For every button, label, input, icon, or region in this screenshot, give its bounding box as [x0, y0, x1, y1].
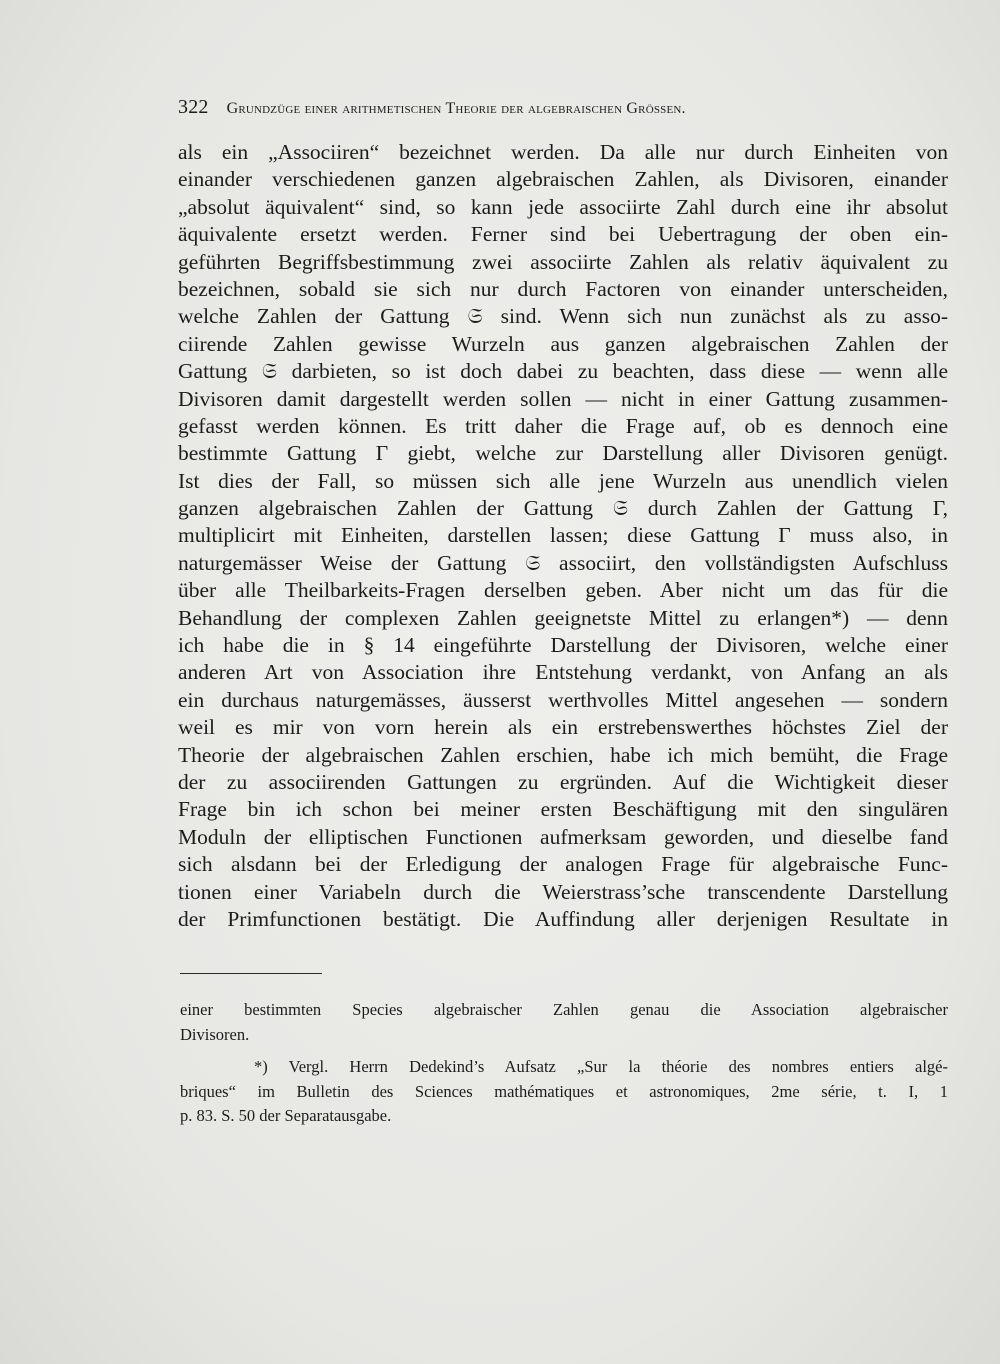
- footnote-rule: [180, 973, 322, 974]
- text-line: Frage bin ich schon bei meiner ersten Beschäftigung mit den singulären: [178, 797, 948, 822]
- text-line: äquivalente ersetzt werden. Ferner sind bei Uebertragung der oben ein-: [178, 222, 948, 247]
- footnote-line: p. 83. S. 50 der Separatausgabe.: [180, 1106, 392, 1125]
- footnote-line: einer bestimmten Species algebraischer Zahlen genau die Association algebraischer: [180, 1000, 948, 1019]
- text-line: einander verschiedenen ganzen algebraischen Zahlen, als Divisoren, einander: [178, 167, 948, 192]
- footnote-line: Divisoren.: [180, 1024, 250, 1044]
- text-line: tionen einer Variabeln durch die Weierstrass’sche transcendente Darstellung: [178, 879, 948, 904]
- text-line: Theorie der algebraischen Zahlen erschien, habe ich mich bemüht, die Frage: [178, 742, 948, 767]
- text-line: anderen Art von Association ihre Entstehung verdankt, von Anfang an als: [178, 660, 948, 685]
- footnote-line: *) Vergl. Herrn Dedekind’s Aufsatz „Sur la théorie des nombres entiers algé-: [254, 1057, 948, 1076]
- text-line: ein durchaus naturgemässes, äusserst werthvolles Mittel angesehen — sondern: [178, 687, 948, 712]
- text-line: Moduln der elliptischen Functionen aufmerksam geworden, und dieselbe fand: [178, 824, 948, 849]
- text-line: welche Zahlen der Gattung 𝔖 sind. Wenn sich nun zunächst als zu asso-: [178, 304, 948, 329]
- body-text: [178, 139, 948, 933]
- text-line: „absolut äquivalent“ sind, so kann jede associirte Zahl durch eine ihr absolut: [178, 194, 948, 219]
- footnote-line: briques“ im Bulletin des Sciences mathématiques et astronomiques, 2me série, t. I, 1: [180, 1081, 948, 1101]
- footnotes: [180, 998, 948, 1129]
- text-line: multiplicirt mit Einheiten, darstellen lassen; diese Gattung Γ muss also, in: [178, 523, 948, 548]
- text-line: der Primfunctionen bestätigt. Die Auffindung aller derjenigen Resultate in: [178, 906, 948, 931]
- text-line: gefasst werden können. Es tritt daher die Frage auf, ob es dennoch eine: [178, 413, 948, 438]
- text-line: der zu associirenden Gattungen zu ergründen. Auf die Wichtigkeit dieser: [178, 769, 948, 794]
- text-line: bestimmte Gattung Γ giebt, welche zur Darstellung aller Divisoren genügt.: [178, 441, 948, 466]
- page-number: 322: [178, 96, 209, 118]
- text-line: sich alsdann bei der Erledigung der analogen Frage für algebraische Func-: [178, 852, 948, 877]
- text-line: weil es mir von vorn herein als ein erstrebenswerthes höchstes Ziel der: [178, 715, 948, 740]
- text-line: bezeichnen, sobald sie sich nur durch Factoren von einander unterscheiden,: [178, 276, 948, 301]
- text-line: Divisoren damit dargestellt werden sollen — nicht in einer Gattung zusammen-: [178, 386, 948, 411]
- text-line: naturgemässer Weise der Gattung 𝔖 associirt, den vollständigsten Aufschluss: [178, 550, 948, 575]
- text-line: geführten Begriffsbestimmung zwei associirte Zahlen als relativ äquivalent zu: [178, 249, 948, 274]
- text-line: über alle Theilbarkeits-Fragen derselben geben. Aber nicht um das für die: [178, 578, 948, 603]
- text-line: ganzen algebraischen Zahlen der Gattung 𝔖 durch Zahlen der Gattung Γ,: [178, 496, 948, 521]
- text-line: Ist dies der Fall, so müssen sich alle jene Wurzeln aus unendlich vielen: [178, 468, 948, 493]
- text-line: Gattung 𝔖 darbieten, so ist doch dabei zu beachten, dass diese — wenn alle: [178, 359, 948, 384]
- text-line: als ein „Associiren“ bezeichnet werden. Da alle nur durch Einheiten von: [178, 140, 948, 164]
- text-line: ich habe die in § 14 eingeführte Darstellung der Divisoren, welche einer: [178, 633, 948, 658]
- text-line: Behandlung der complexen Zahlen geeignetste Mittel zu erlangen*) — denn: [178, 605, 948, 630]
- text-line: ciirende Zahlen gewisse Wurzeln aus ganzen algebraischen Zahlen der: [178, 331, 948, 356]
- running-head: [178, 96, 948, 119]
- running-title: Grundzüge einer arithmetischen Theorie der algebraischen Grössen.: [226, 100, 686, 117]
